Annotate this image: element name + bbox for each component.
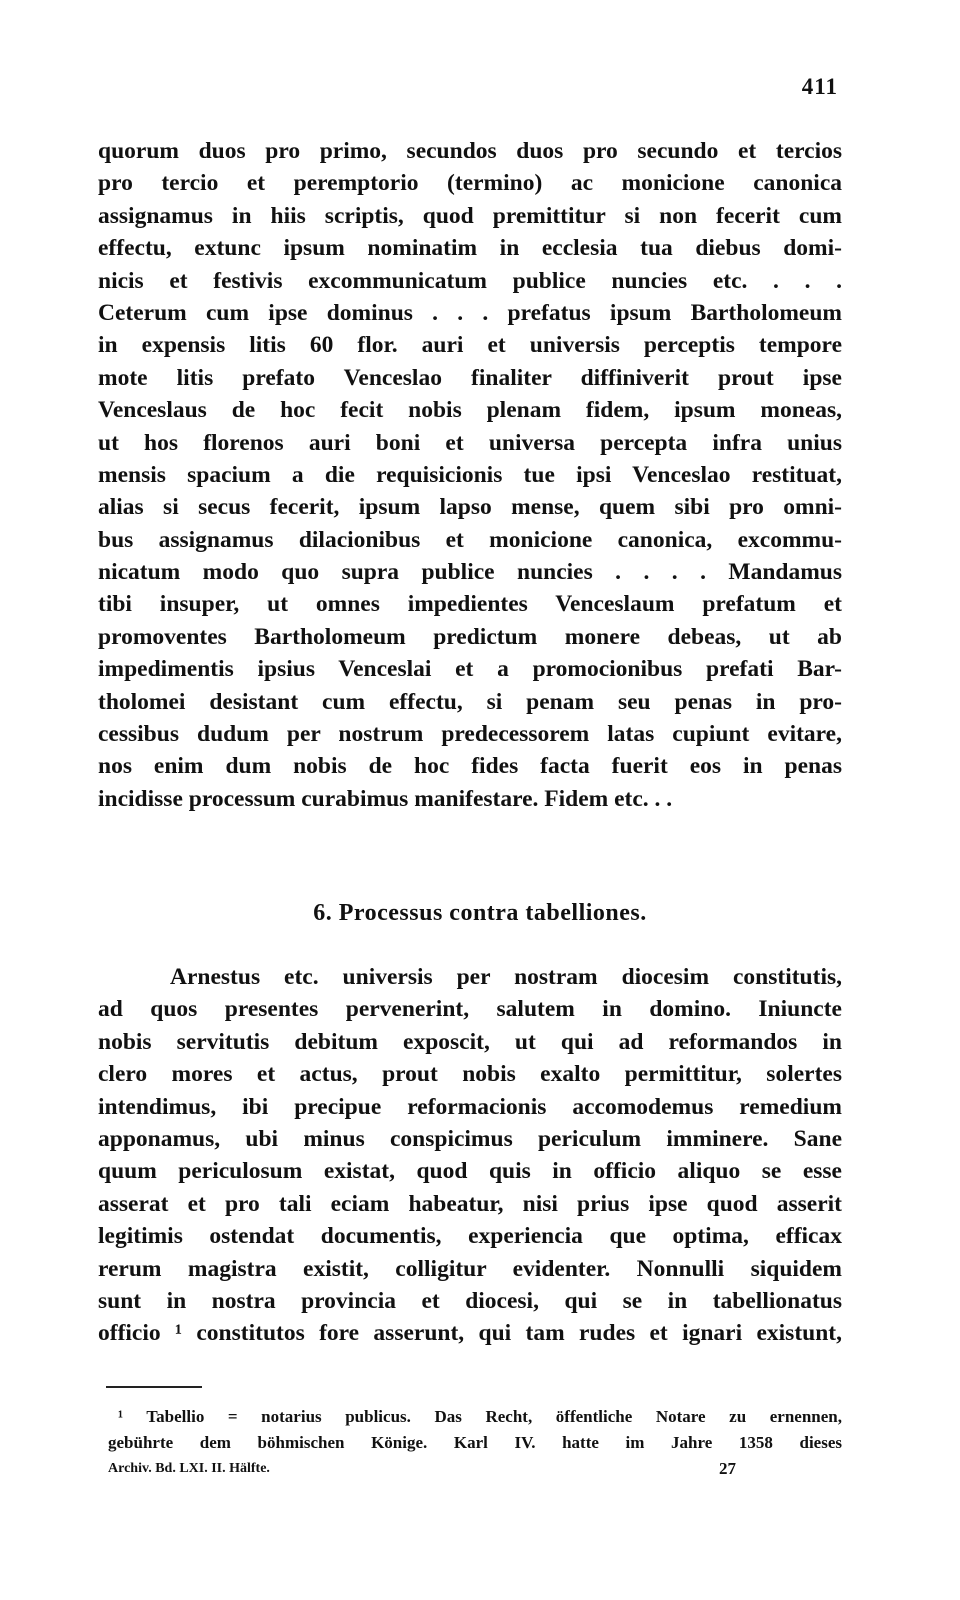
sheet-number: 27	[719, 1459, 736, 1478]
text-line: impedimentis ipsius Venceslai et a promocionibus prefati Bar-	[98, 656, 842, 683]
text-line: intendimus, ibi precipue reformacionis accomodemus remedium	[98, 1093, 842, 1120]
text-line: nicis et festivis excommunicatum publice nuncies etc. . . .	[98, 267, 842, 294]
text-line: pro tercio et peremptorio (termino) ac monicione canonica	[98, 170, 842, 197]
text-line: tholomei desistant cum effectu, si penam seu penas in pro-	[98, 688, 842, 715]
text-line: effectu, extunc ipsum nominatim in ecclesia tua diebus domi-	[98, 235, 842, 262]
text-line: ad quos presentes pervenerint, salutem in domino. Iniuncte	[98, 996, 842, 1023]
text-line: in expensis litis 60 flor. auri et universis perceptis tempore	[98, 332, 842, 359]
paragraph-continued	[98, 135, 842, 815]
footnote-divider	[106, 1386, 202, 1388]
page-number: 411	[801, 74, 838, 99]
text-line: legitimis ostendat documentis, experiencia que optima, efficax	[98, 1223, 842, 1250]
text-line: mensis spacium a die requisicionis tue ipsi Venceslao restituat,	[98, 461, 842, 488]
text-line: incidisse processum curabimus manifestare. Fidem etc. . .	[98, 785, 673, 812]
text-line: nicatum modo quo supra publice nuncies . . . . Mandamus	[98, 559, 842, 586]
paragraph-processus	[98, 961, 842, 1350]
footnote-line: ¹ Tabellio = notarius publicus. Das Recht, öffentliche Notare zu ernennen,	[118, 1407, 842, 1426]
text-line: tibi insuper, ut omnes impedientes Venceslaum prefatum et	[98, 591, 842, 618]
text-line: assignamus in hiis scriptis, quod premittitur si non fecerit cum	[98, 202, 842, 229]
text-line: clero mores et actus, prout nobis exalto permittitur, solertes	[98, 1061, 842, 1088]
text-line: alias si secus fecerit, ipsum lapso mense, quem sibi pro omni-	[98, 494, 842, 521]
text-line: ut hos florenos auri boni et universa percepta infra unius	[98, 429, 842, 456]
text-line: rerum magistra existit, colligitur evidenter. Nonnulli siquidem	[98, 1255, 842, 1282]
text-line: Arnestus etc. universis per nostram diocesim constitutis,	[170, 964, 842, 990]
text-line: mote litis prefato Venceslao finaliter diffiniverit prout ipse	[98, 364, 842, 391]
text-line: nos enim dum nobis de hoc fides facta fuerit eos in penas	[98, 753, 842, 780]
text-line: cessibus dudum per nostrum predecessorem latas cupiunt evitare,	[98, 721, 842, 748]
text-line: quum periculosum existat, quod quis in officio aliquo se esse	[98, 1158, 842, 1185]
text-line: officio ¹ constitutos fore asserunt, qui tam rudes et ignari existunt,	[98, 1320, 842, 1347]
text-line: Venceslaus de hoc fecit nobis plenam fidem, ipsum moneas,	[98, 397, 842, 424]
text-line: quorum duos pro primo, secundos duos pro secundo et tercios	[98, 138, 842, 164]
footnote-line: gebührte dem böhmischen Könige. Karl IV. hatte im Jahre 1358 dieses	[108, 1433, 842, 1452]
text-line: bus assignamus dilacionibus et monicione canonica, excommu-	[98, 526, 842, 553]
section-heading: 6. Processus contra tabelliones.	[313, 900, 647, 926]
text-line: Ceterum cum ipse dominus . . . prefatus ipsum Bartholomeum	[98, 299, 842, 326]
signature-line	[108, 1456, 736, 1482]
text-line: promoventes Bartholomeum predictum monere debeas, ut ab	[98, 623, 842, 650]
text-line: sunt in nostra provincia et diocesi, qui se in tabellionatus	[98, 1287, 842, 1314]
text-line: asserat et pro tali eciam habeatur, nisi prius ipse quod asserit	[98, 1190, 842, 1217]
archive-reference: Archiv. Bd. LXI. II. Hälfte.	[108, 1461, 270, 1476]
text-line: apponamus, ubi minus conspicimus periculum imminere. Sane	[98, 1125, 842, 1152]
footnote	[108, 1404, 842, 1456]
text-line: nobis servitutis debitum exposcit, ut qui ad reformandos in	[98, 1028, 842, 1055]
